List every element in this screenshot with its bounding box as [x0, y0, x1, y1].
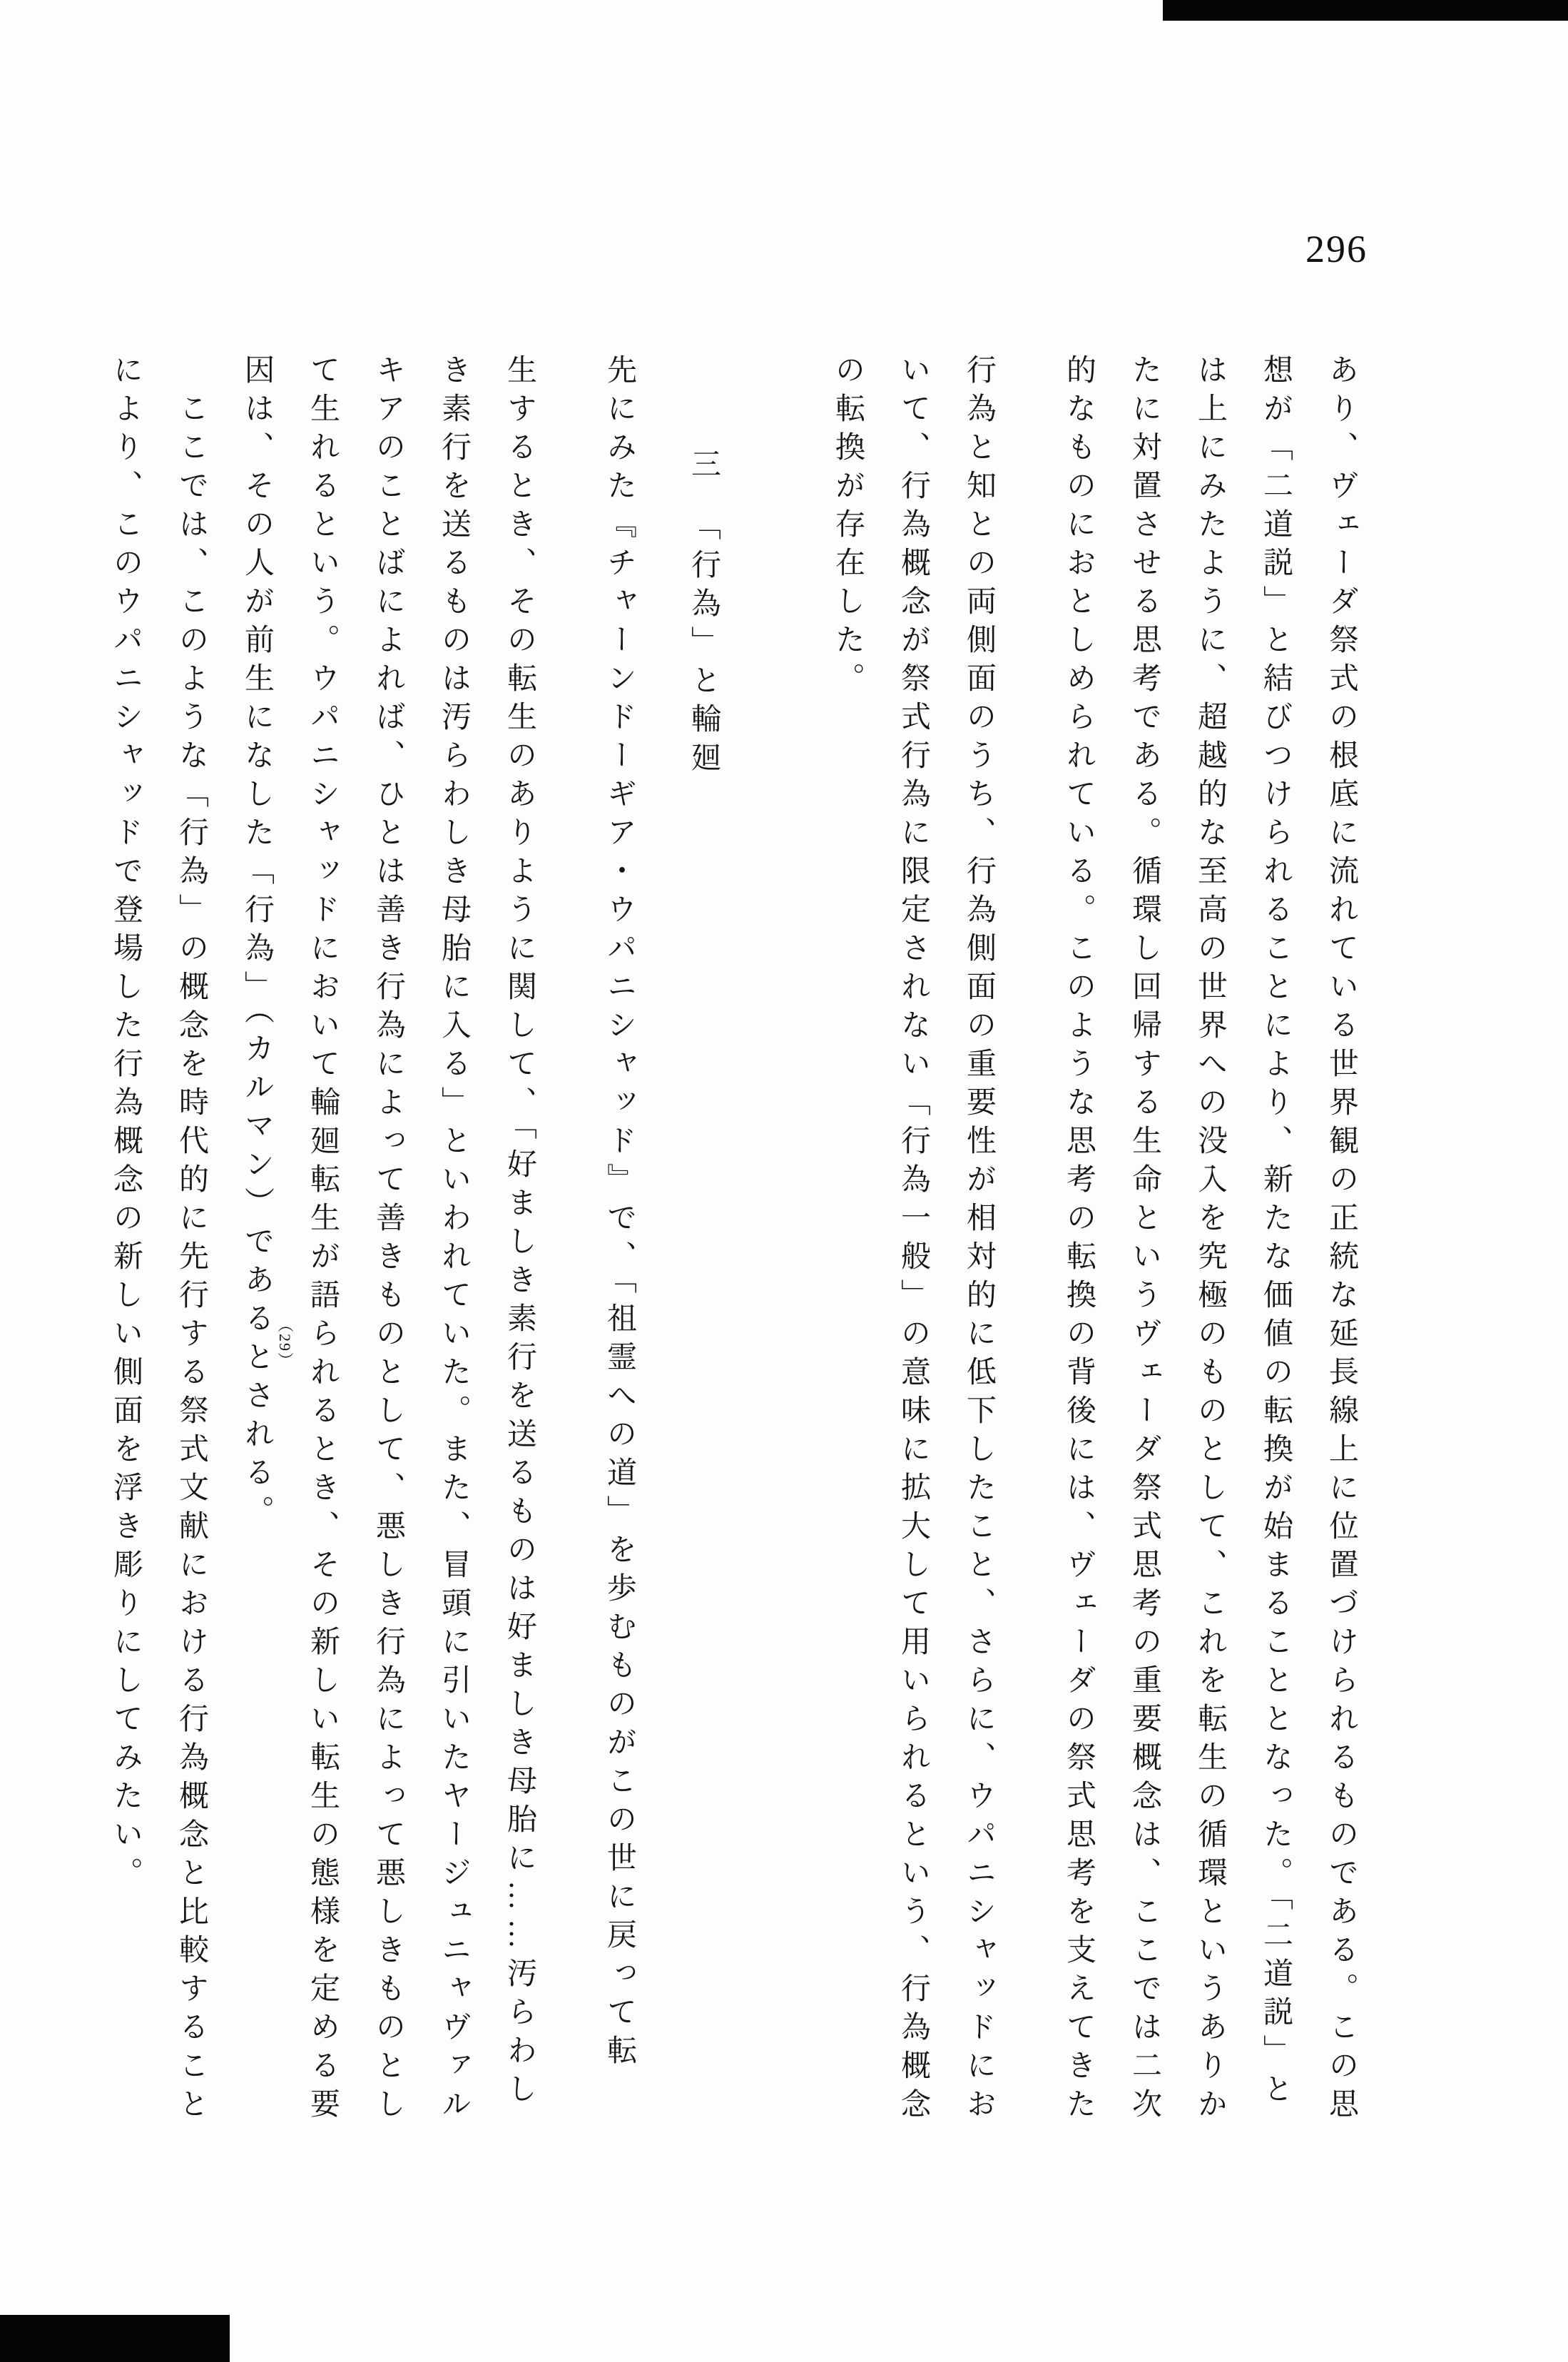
- text-column: 先にみた『チャーンドーギア・ウパニシャッド』で、「祖霊への道」を歩むものがこの世に戻って転: [603, 354, 636, 2073]
- text-column: は上にみたように、超越的な至高の世界への没入を究極のものとして、これを転生の循環というありか: [1193, 354, 1226, 2127]
- text-column: たに対置させる思考である。循環し回帰する生命というヴェーダ祭式思考の重要概念は、ここでは二次: [1128, 354, 1161, 2127]
- text-column: の転換が存在した。: [831, 354, 864, 701]
- text-column: 行為と知との両側面のうち、行為側面の重要性が相対的に低下したこと、さらに、ウパニシャッドにお: [962, 354, 995, 2127]
- scan-artifact-bottom-block: [0, 2315, 230, 2362]
- text-column: 因は、その人が前生になした「行為」（カルマン）であるとされる。: [240, 354, 273, 1534]
- text-column: き素行を送るものは汚らわしき母胎に入る」といわれていた。また、冒頭に引いたヤージュニャヴァル: [437, 354, 470, 2127]
- text-column: 想が「二道説」と結びつけられることにより、新たな価値の転換が始まることとなった。「二道説」と: [1259, 354, 1292, 2112]
- text-column: ここでは、このような「行為」の概念を時代的に先行する祭式文献における行為概念と比較すること: [175, 392, 208, 2127]
- text-column: 生するとき、その転生のありように関して、「好ましき素行を送るものは好ましき母胎に……汚らわし: [503, 354, 536, 2112]
- section-heading: 三 「行為」と輪廻: [687, 448, 720, 780]
- text-column: キアのことばによれば、ひとは善き行為によって善きものとして、悪しき行為によって悪しきものとし: [372, 354, 404, 2127]
- text-column: いて、行為概念が祭式行為に限定されない「行為一般」の意味に拡大して用いられるという、行為概念: [897, 354, 930, 2127]
- page-number: 296: [1305, 228, 1368, 270]
- vertical-text-body: [93, 354, 1374, 2127]
- footnote-marker-29: （29）: [276, 1317, 294, 1369]
- text-column: により、このウパニシャッドで登場した行為概念の新しい側面を浮き彫りにしてみたい。: [109, 354, 142, 1895]
- text-column: あり、ヴェーダ祭式の根底に流れている世界観の正統な延長線上に位置づけられるものである。この思: [1325, 354, 1358, 2127]
- text-column: て生れるという。ウパニシャッドにおいて輪廻転生が語られるとき、その新しい転生の態様を定める要: [306, 354, 339, 2127]
- text-column: 的なものにおとしめられている。このような思考の転換の背後には、ヴェーダの祭式思考を支えてきた: [1062, 354, 1095, 2127]
- scan-artifact-top-bar: [1163, 0, 1568, 21]
